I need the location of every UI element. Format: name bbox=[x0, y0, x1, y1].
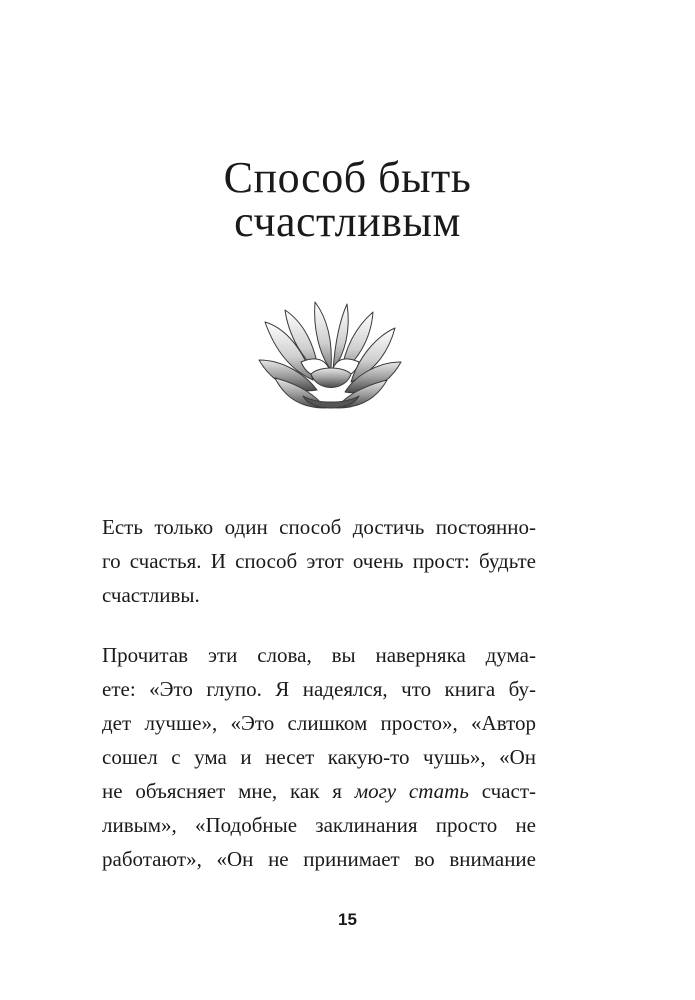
text-line: ливым», «Подобные заклинания просто не bbox=[102, 813, 536, 837]
text-segment: не объясняет мне, как я bbox=[102, 779, 355, 803]
text-line: сошел с ума и несет какую-то чушь», «Он bbox=[102, 745, 536, 769]
text-line: Прочитав эти слова, вы наверняка дума- bbox=[102, 643, 536, 667]
lotus-flower-icon bbox=[255, 300, 403, 416]
paragraph-2 bbox=[102, 638, 536, 876]
lotus-center bbox=[311, 368, 351, 388]
text-line: Есть только один способ достичь постоянно- bbox=[102, 515, 536, 539]
chapter-title bbox=[0, 153, 695, 246]
text-line-with-emphasis bbox=[102, 774, 536, 808]
page-number: 15 bbox=[338, 910, 357, 929]
chapter-title-line-1: Способ быть bbox=[223, 153, 472, 202]
paragraph-1 bbox=[102, 510, 536, 612]
chapter-title-line-2: счастливым bbox=[234, 197, 461, 246]
text-segment: счаст- bbox=[468, 779, 536, 803]
text-line: счастливы. bbox=[102, 583, 200, 607]
text-line: ете: «Это глупо. Я надеялся, что книга бу- bbox=[102, 677, 536, 701]
text-line: работают», «Он не принимает во внимание bbox=[102, 847, 536, 871]
emphasized-text: могу стать bbox=[354, 779, 469, 803]
text-line: дет лучше», «Это слишком просто», «Автор bbox=[102, 711, 536, 735]
text-line: го счастья. И способ этот очень прост: будьте bbox=[102, 549, 536, 573]
